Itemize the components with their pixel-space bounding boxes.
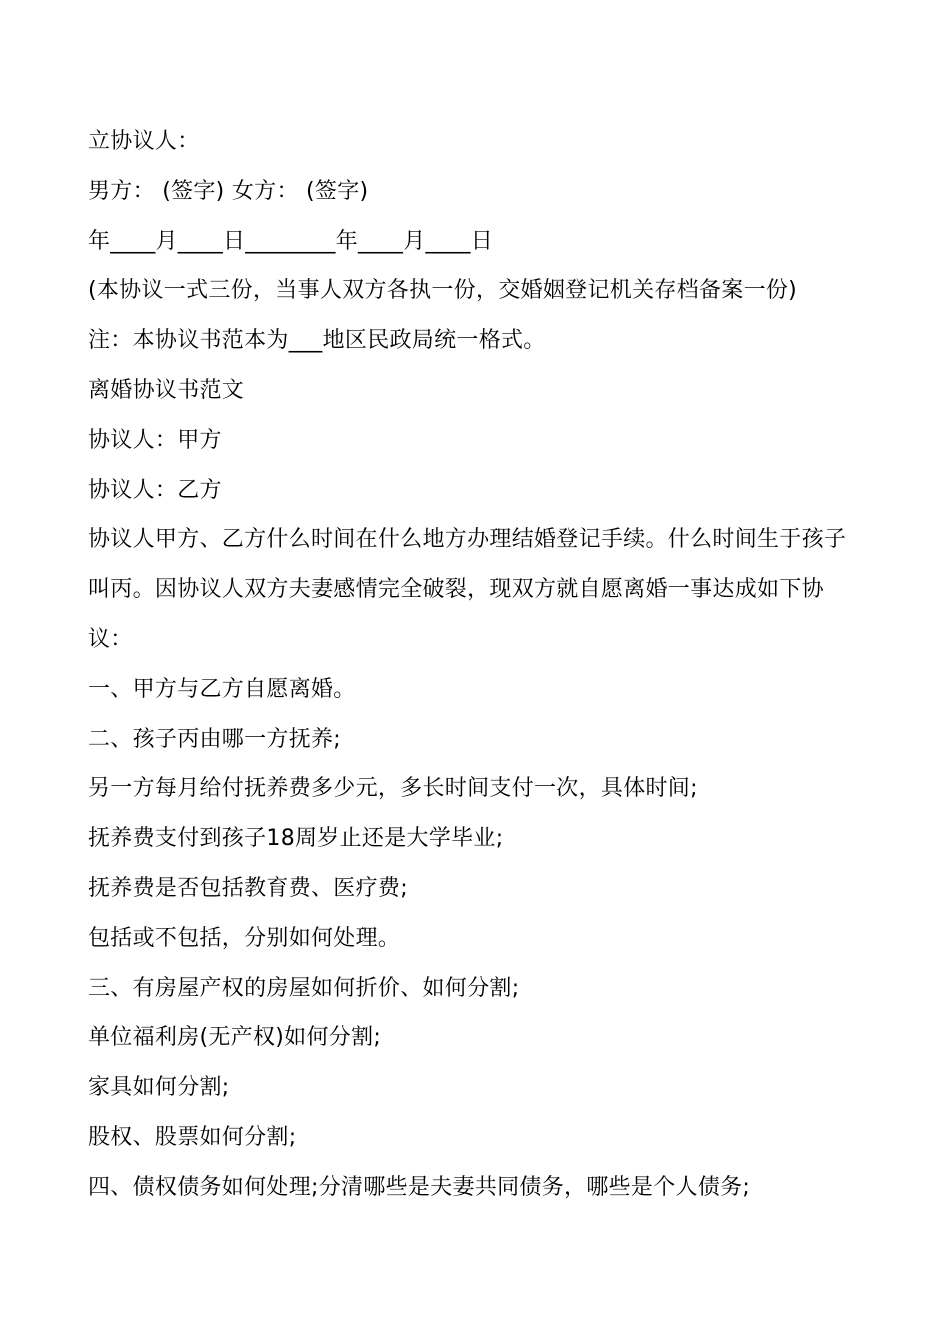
copies-note: (本协议一式三份，当事人双方各执一份，交婚姻登记机关存档备案一份) [88,278,798,304]
document-body [88,117,868,1213]
template-note: 注：本协议书范本为___地区民政局统一格式。 [88,328,546,354]
clause-line: 包括或不包括，分别如何处理。 [88,925,401,951]
preamble-paragraph: 协议人甲方、乙方什么时间在什么地方办理结婚登记手续。什么时间生于孩子叫丙。因协议人双方夫妻感情完全破裂，现双方就自愿离婚一事达成如下协议： [88,527,847,652]
clause-line: 三、有房屋产权的房屋如何折价、如何分割; [88,975,520,1001]
section-title: 离婚协议书范文 [88,377,245,403]
clause-line: 一、甲方与乙方自愿离婚。 [88,676,356,702]
clause-line: 另一方每月给付抚养费多少元，多长时间支付一次，具体时间; [88,776,698,802]
clause-line: 四、债权债务如何处理;分清哪些是夫妻共同债务，哪些是个人债务; [88,1174,751,1200]
clause-line: 二、孩子丙由哪一方抚养; [88,726,342,752]
clause-line: 抚养费支付到孩子18周岁止还是大学毕业; [88,826,504,852]
clause-line: 家具如何分割; [88,1075,230,1101]
clause-line: 股权、股票如何分割; [88,1124,297,1150]
signatories-heading: 立协议人： [88,129,200,154]
clause-line: 单位福利房(无产权)如何分割; [88,1025,382,1051]
clause-line: 抚养费是否包括教育费、医疗费; [88,875,408,901]
party-b-line: 协议人：乙方 [88,477,222,503]
date-line: 年____月____日________年____月____日 [88,228,494,254]
party-a-line: 协议人：甲方 [88,427,222,453]
signature-line: 男方： (签字) 女方： (签字) [88,178,369,204]
